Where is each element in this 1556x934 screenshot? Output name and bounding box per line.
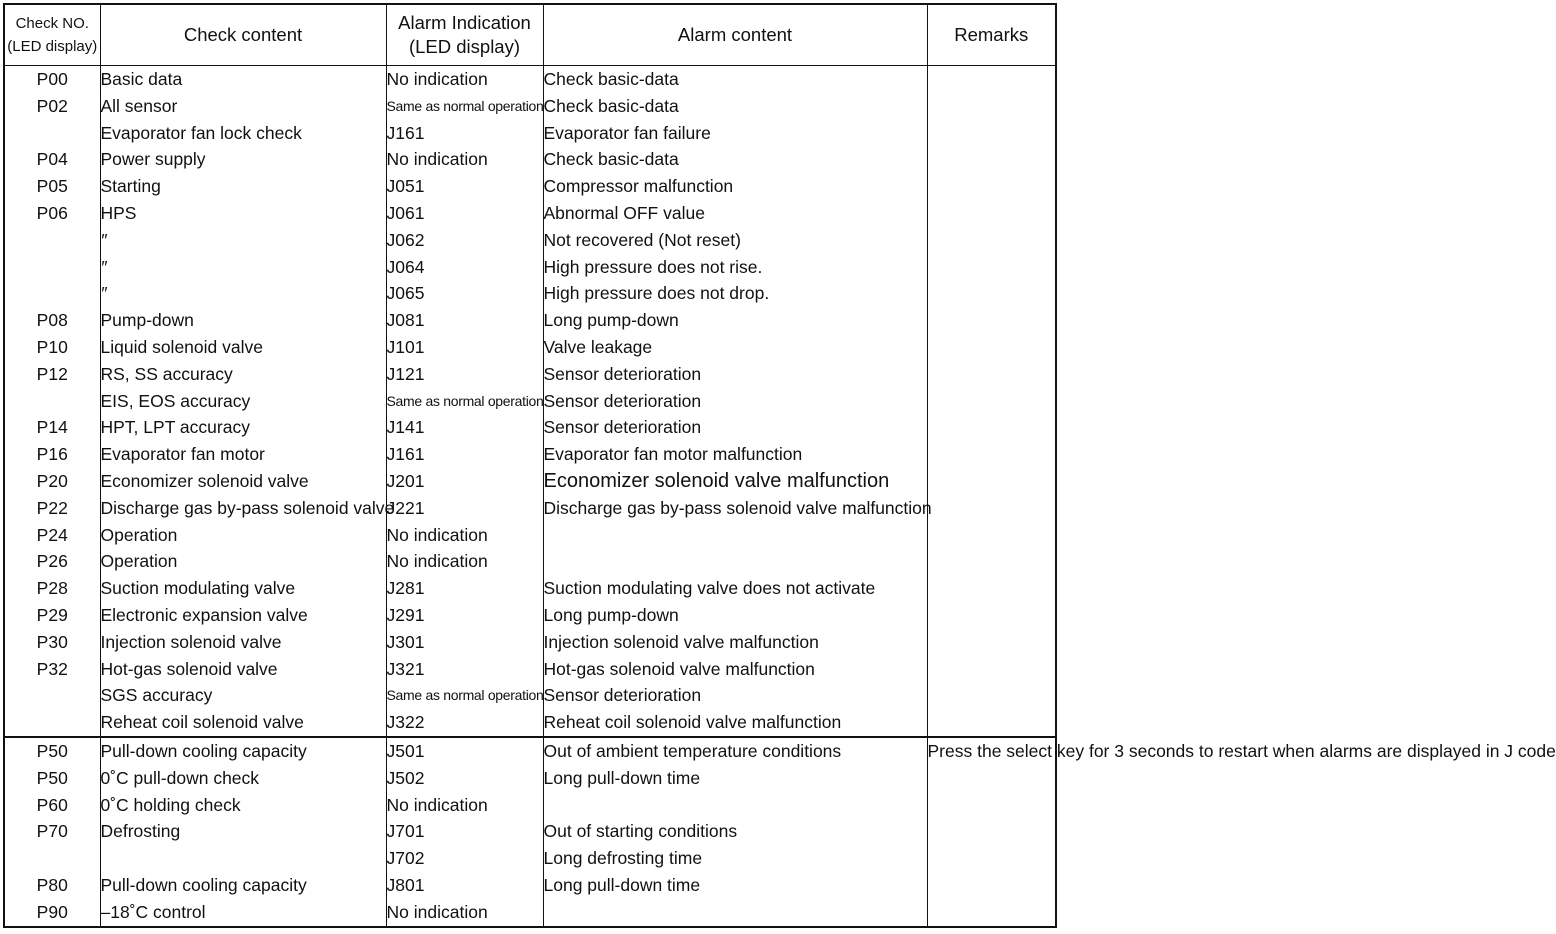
table-row <box>4 307 1056 334</box>
check-content-cell: 0˚C pull-down check <box>100 765 386 792</box>
alarm-indication-cell: J221 <box>386 495 543 522</box>
check-no-cell: P06 <box>4 200 100 227</box>
alarm-content-cell: Discharge gas by-pass solenoid valve malfunction <box>543 495 927 522</box>
table-row <box>4 682 1056 709</box>
alarm-indication-cell: J502 <box>386 765 543 792</box>
alarm-content-cell: Check basic-data <box>543 146 927 173</box>
table-row <box>4 629 1056 656</box>
check-no-cell: P26 <box>4 548 100 575</box>
check-content-cell: Injection solenoid valve <box>100 629 386 656</box>
alarm-content-cell <box>543 899 927 927</box>
header-alarm-content: Alarm content <box>543 4 927 66</box>
check-no-cell: P05 <box>4 173 100 200</box>
check-content-cell: HPS <box>100 200 386 227</box>
table-row <box>4 872 1056 899</box>
table-row <box>4 441 1056 468</box>
alarm-indication-cell: J061 <box>386 200 543 227</box>
check-no-cell: P16 <box>4 441 100 468</box>
table-row <box>4 120 1056 147</box>
check-no-cell <box>4 280 100 307</box>
check-no-cell: P90 <box>4 899 100 927</box>
table-row <box>4 173 1056 200</box>
alarm-content-cell: Long pump-down <box>543 307 927 334</box>
table-row <box>4 388 1056 415</box>
alarm-indication-cell: J281 <box>386 575 543 602</box>
alarm-content-cell: High pressure does not drop. <box>543 280 927 307</box>
header-check-no: Check NO. (LED display) <box>4 4 100 66</box>
alarm-indication-cell: No indication <box>386 522 543 549</box>
table-row <box>4 548 1056 575</box>
alarm-indication-cell: J701 <box>386 818 543 845</box>
table-row <box>4 468 1056 495</box>
table-row <box>4 899 1056 927</box>
check-content-cell: HPT, LPT accuracy <box>100 414 386 441</box>
alarm-indication-cell: J291 <box>386 602 543 629</box>
check-no-cell <box>4 227 100 254</box>
table-row <box>4 146 1056 173</box>
alarm-content-cell: Long pull-down time <box>543 872 927 899</box>
table-row <box>4 227 1056 254</box>
alarm-content-cell: Suction modulating valve does not activate <box>543 575 927 602</box>
check-content-cell: Economizer solenoid valve <box>100 468 386 495</box>
alarm-content-cell <box>543 548 927 575</box>
check-content-cell: EIS, EOS accuracy <box>100 388 386 415</box>
alarm-indication-cell: J301 <box>386 629 543 656</box>
table-row <box>4 93 1056 120</box>
alarm-indication-cell: J161 <box>386 441 543 468</box>
alarm-content-cell: Out of ambient temperature conditions <box>543 737 927 765</box>
alarm-indication-cell: J064 <box>386 254 543 281</box>
check-no-cell: P00 <box>4 66 100 93</box>
check-content-cell: Basic data <box>100 66 386 93</box>
alarm-indication-cell: J141 <box>386 414 543 441</box>
alarm-indication-cell: J081 <box>386 307 543 334</box>
alarm-content-cell: Long pump-down <box>543 602 927 629</box>
alarm-indication-cell: No indication <box>386 66 543 93</box>
alarm-content-cell <box>543 792 927 819</box>
check-content-cell: Pump-down <box>100 307 386 334</box>
alarm-indication-cell: No indication <box>386 792 543 819</box>
check-content-cell: Power supply <box>100 146 386 173</box>
table-row <box>4 845 1056 872</box>
check-content-cell: –18˚C control <box>100 899 386 927</box>
alarm-content-cell: Sensor deterioration <box>543 682 927 709</box>
alarm-indication-cell: No indication <box>386 548 543 575</box>
check-no-cell: P04 <box>4 146 100 173</box>
check-content-cell: Reheat coil solenoid valve <box>100 709 386 737</box>
alarm-indication-cell: J161 <box>386 120 543 147</box>
table-row <box>4 495 1056 522</box>
alarm-content-cell: Long pull-down time <box>543 765 927 792</box>
check-no-cell: P22 <box>4 495 100 522</box>
alarm-content-cell: Hot-gas solenoid valve malfunction <box>543 656 927 683</box>
check-no-cell: P50 <box>4 737 100 765</box>
check-content-cell: ″ <box>100 280 386 307</box>
table-row <box>4 737 1056 765</box>
check-content-cell: Evaporator fan motor <box>100 441 386 468</box>
alarm-indication-cell: J702 <box>386 845 543 872</box>
check-content-cell: RS, SS accuracy <box>100 361 386 388</box>
header-remarks: Remarks <box>927 4 1056 66</box>
table-row <box>4 200 1056 227</box>
alarm-content-cell: Reheat coil solenoid valve malfunction <box>543 709 927 737</box>
alarm-indication-cell: J065 <box>386 280 543 307</box>
check-content-cell: Operation <box>100 548 386 575</box>
table-row <box>4 575 1056 602</box>
alarm-content-cell: Sensor deterioration <box>543 414 927 441</box>
check-no-cell: P24 <box>4 522 100 549</box>
check-table <box>3 3 1556 928</box>
alarm-indication-cell: J801 <box>386 872 543 899</box>
check-content-cell: Suction modulating valve <box>100 575 386 602</box>
check-no-cell <box>4 845 100 872</box>
check-content-cell: All sensor <box>100 93 386 120</box>
alarm-content-cell: Compressor malfunction <box>543 173 927 200</box>
check-no-cell <box>4 709 100 737</box>
check-no-cell: P30 <box>4 629 100 656</box>
alarm-content-cell <box>543 522 927 549</box>
alarm-indication-cell: J051 <box>386 173 543 200</box>
check-no-cell: P20 <box>4 468 100 495</box>
check-content-cell: Starting <box>100 173 386 200</box>
header-row <box>4 4 1056 66</box>
table-row <box>4 254 1056 281</box>
alarm-indication-cell: J321 <box>386 656 543 683</box>
alarm-content-cell: Evaporator fan motor malfunction <box>543 441 927 468</box>
check-content-cell: Pull-down cooling capacity <box>100 872 386 899</box>
table-row <box>4 818 1056 845</box>
remarks-cell-empty <box>927 66 1056 737</box>
check-no-cell: P28 <box>4 575 100 602</box>
table-row <box>4 361 1056 388</box>
alarm-content-cell: Sensor deterioration <box>543 361 927 388</box>
check-no-cell <box>4 388 100 415</box>
alarm-indication-cell: J322 <box>386 709 543 737</box>
alarm-indication-cell: Same as normal operation <box>386 682 543 709</box>
table-row <box>4 792 1056 819</box>
check-content-cell: Pull-down cooling capacity <box>100 737 386 765</box>
check-content-cell <box>100 845 386 872</box>
alarm-indication-cell: J121 <box>386 361 543 388</box>
table-row <box>4 656 1056 683</box>
check-no-cell: P12 <box>4 361 100 388</box>
table-row <box>4 709 1056 737</box>
alarm-indication-cell: J501 <box>386 737 543 765</box>
check-content-cell: Operation <box>100 522 386 549</box>
check-no-cell <box>4 120 100 147</box>
alarm-content-cell: Evaporator fan failure <box>543 120 927 147</box>
alarm-content-cell: High pressure does not rise. <box>543 254 927 281</box>
table-row <box>4 66 1056 93</box>
check-content-cell: 0˚C holding check <box>100 792 386 819</box>
alarm-content-cell: Sensor deterioration <box>543 388 927 415</box>
check-no-cell <box>4 682 100 709</box>
check-no-cell: P02 <box>4 93 100 120</box>
check-content-cell: ″ <box>100 254 386 281</box>
table-row <box>4 280 1056 307</box>
alarm-content-cell: Not recovered (Not reset) <box>543 227 927 254</box>
check-no-cell: P14 <box>4 414 100 441</box>
check-content-cell: Liquid solenoid valve <box>100 334 386 361</box>
alarm-indication-cell: Same as normal operation <box>386 388 543 415</box>
header-alarm-indication: Alarm Indication (LED display) <box>386 4 543 66</box>
table-row <box>4 334 1056 361</box>
table-row <box>4 522 1056 549</box>
check-no-cell: P50 <box>4 765 100 792</box>
check-content-cell: Discharge gas by-pass solenoid valve <box>100 495 386 522</box>
check-content-cell: Electronic expansion valve <box>100 602 386 629</box>
check-no-cell: P29 <box>4 602 100 629</box>
alarm-indication-cell: J101 <box>386 334 543 361</box>
alarm-indication-cell: J201 <box>386 468 543 495</box>
alarm-indication-cell: No indication <box>386 899 543 927</box>
alarm-content-cell: Long defrosting time <box>543 845 927 872</box>
alarm-content-cell: Check basic-data <box>543 66 927 93</box>
check-no-cell: P08 <box>4 307 100 334</box>
remarks-cell: Press the select key for 3 seconds to restart when alarms are displayed in J code <box>927 737 1056 927</box>
table-row <box>4 414 1056 441</box>
check-content-cell: ″ <box>100 227 386 254</box>
check-no-cell: P70 <box>4 818 100 845</box>
alarm-content-cell: Injection solenoid valve malfunction <box>543 629 927 656</box>
check-no-cell: P10 <box>4 334 100 361</box>
check-content-cell: SGS accuracy <box>100 682 386 709</box>
check-no-cell: P80 <box>4 872 100 899</box>
check-no-cell <box>4 254 100 281</box>
check-no-cell: P32 <box>4 656 100 683</box>
check-no-cell: P60 <box>4 792 100 819</box>
check-content-cell: Defrosting <box>100 818 386 845</box>
alarm-indication-cell: No indication <box>386 146 543 173</box>
alarm-content-cell: Abnormal OFF value <box>543 200 927 227</box>
alarm-content-cell: Out of starting conditions <box>543 818 927 845</box>
table-row <box>4 602 1056 629</box>
alarm-content-cell: Economizer solenoid valve malfunction <box>543 468 927 495</box>
header-check-content: Check content <box>100 4 386 66</box>
alarm-indication-cell: Same as normal operation <box>386 93 543 120</box>
alarm-indication-cell: J062 <box>386 227 543 254</box>
check-content-cell: Evaporator fan lock check <box>100 120 386 147</box>
alarm-content-cell: Check basic-data <box>543 93 927 120</box>
alarm-content-cell: Valve leakage <box>543 334 927 361</box>
table-row <box>4 765 1056 792</box>
check-content-cell: Hot-gas solenoid valve <box>100 656 386 683</box>
